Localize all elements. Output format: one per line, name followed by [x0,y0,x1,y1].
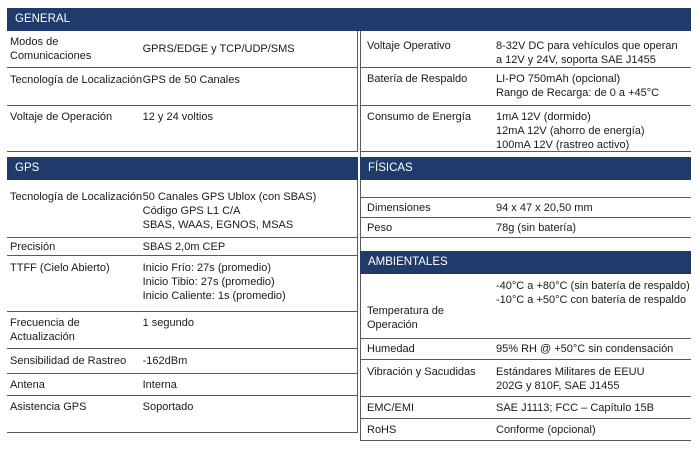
value-line: 8-32V DC para vehículos que operan [496,40,678,52]
row-label: RoHS [367,423,397,436]
general-header-extension [358,8,691,31]
table-row [361,274,691,339]
value-line: Estándares Militares de EEUU [496,366,645,378]
value-line: Soportado [142,401,194,413]
row-value [496,279,691,307]
general-right-table [360,31,691,152]
value-line: 1 segundo [142,317,195,329]
row-value [143,400,357,414]
row-label: Vibración y Sacudidas [367,366,476,378]
table-row [7,238,357,256]
table-row [361,339,691,360]
value-line: -162dBm [142,355,188,367]
table-row [7,31,357,68]
value-line: 12mA 12V (ahorro de energía) [496,125,645,137]
value-line: LI-PO 750mAh (opcional) [496,73,621,85]
table-row [361,218,691,238]
table-row [7,349,357,374]
row-value [143,110,357,124]
value-line: SBAS 2,0m CEP [142,240,226,253]
row-label: Voltaje Operativo [367,40,451,52]
row-label: TTFF (Cielo Abierto) [10,262,110,274]
row-label: Antena [10,378,45,391]
row-label: Asistencia GPS [10,401,87,413]
row-value [496,221,691,235]
value-line: GPS de 50 Canales [142,74,240,86]
ambientales-table [360,274,691,441]
row-value [143,354,357,368]
section-header-general: GENERAL [7,8,358,31]
row-label: Temperatura de Operación [367,305,445,331]
row-label: Tecnología de Localización [10,191,143,203]
value-line: -10°C a +50°C con batería de respaldo [496,294,687,306]
value-line: Código GPS L1 C/A [142,205,241,217]
row-value [496,365,691,393]
row-value [143,240,357,254]
table-row [7,68,357,106]
value-line: Interna [142,378,177,391]
row-label: Tecnología de Localización [10,74,143,86]
section-header-ambientales: AMBIENTALES [360,251,691,274]
table-row [361,198,691,218]
table-row [7,184,357,238]
value-line: 78g (sin batería) [496,221,577,234]
value-line: Conforme (opcional) [496,423,596,436]
table-row [361,31,691,68]
row-label: Precisión [10,240,56,253]
row-label: Voltaje de Operación [10,111,113,123]
row-label: EMC/EMI [367,401,415,414]
value-line: 12 y 24 voltios [142,111,213,123]
row-value [143,378,357,392]
row-label: Modos de Comunicaciones [10,36,92,62]
row-value [143,316,357,330]
table-row [361,68,691,106]
value-line: 100mA 12V (rastreo activo) [496,139,630,151]
value-line: SAE J1113; FCC – Capítulo 15B [496,401,654,414]
value-line: 202G y 810F, SAE J1455 [496,380,620,392]
value-line: 94 x 47 x 20,50 mm [496,201,593,214]
right-column [360,8,691,441]
value-line: a 12V y 24V, soporta SAE J1455 [496,54,656,66]
value-line: GPRS/EDGE y TCP/UDP/SMS [142,43,295,55]
value-line: -40°C a +80°C (sin batería de respaldo) [496,280,690,292]
row-label: Frecuencia de Actualización [10,317,80,343]
section-header-fisicas: FÍSICAS [360,157,691,180]
table-row [361,106,691,152]
general-table [7,31,358,152]
table-row [7,312,357,349]
row-value [496,39,691,67]
table-row [7,106,357,152]
row-label: Dimensiones [367,201,431,214]
row-value [143,261,357,303]
table-row [7,256,357,312]
table-row [7,396,357,433]
table-row [7,374,357,396]
row-value [143,73,357,87]
row-value [143,42,357,56]
value-line: 95% RH @ +50°C sin condensación [496,343,674,355]
row-label: Sensibilidad de Rastreo [10,355,127,367]
row-value [496,110,691,152]
left-column [7,8,358,433]
section-header-gps: GPS [7,157,358,180]
row-label: Humedad [367,343,415,355]
row-label: Consumo de Energía [367,111,471,123]
value-line: 1mA 12V (dormido) [496,111,591,123]
row-value [496,201,691,215]
value-line: Inicio Frío: 27s (promedio) [142,262,272,274]
table-row [361,419,691,441]
value-line: SBAS, WAAS, EGNOS, MSAS [142,219,294,231]
value-line: Rango de Recarga: de 0 a +45°C [496,87,660,99]
value-line: Inicio Caliente: 1s (promedio) [142,290,286,302]
gps-table [7,180,358,433]
value-line: Inicio Tibio: 27s (promedio) [142,276,275,288]
fisicas-table [360,180,691,238]
row-value [496,72,691,100]
row-label: Batería de Respaldo [367,73,468,85]
row-label: Peso [367,221,393,234]
row-value [496,342,691,356]
row-value [496,423,691,437]
row-value [496,401,691,415]
table-row [361,360,691,397]
row-value [143,190,357,232]
value-line: 50 Canales GPS Ublox (con SBAS) [142,191,317,203]
table-row [361,397,691,419]
